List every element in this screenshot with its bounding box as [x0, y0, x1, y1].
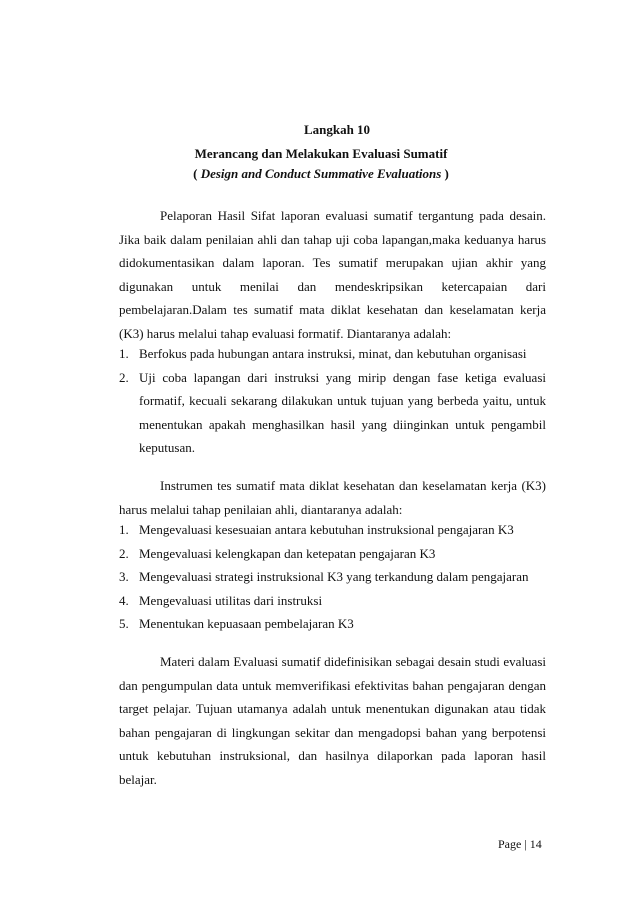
list-item-text: Mengevaluasi utilitas dari instruksi	[139, 592, 323, 608]
list-item-number: 3.	[119, 569, 129, 585]
list-item	[119, 366, 546, 460]
list-item-number: 2.	[119, 545, 129, 561]
chapter-title: Merancang dan Melakukan Evaluasi Sumatif	[194, 146, 448, 161]
list-item-text: Mengevaluasi kesesuaian antara kebutuhan instruksional pengajaran K3	[139, 522, 514, 537]
list-item	[119, 565, 546, 589]
list-item	[119, 542, 546, 566]
list-item-number: 1.	[119, 346, 129, 361]
list-item	[119, 342, 546, 366]
subtitle-close-paren: )	[441, 166, 449, 181]
list-item	[119, 518, 546, 542]
list-item-number: 1.	[119, 522, 129, 537]
list-item-text: Mengevaluasi strategi instruksional K3 yang terkandung dalam pengajaran	[139, 569, 529, 585]
list-item-text: Berfokus pada hubungan antara instruksi, minat, dan kebutuhan organisasi	[139, 346, 527, 361]
expert-review-list	[119, 518, 546, 636]
paragraph-materials: Materi dalam Evaluasi sumatif didefinisikan sebagai desain studi evaluasi dan pengumpulan data untuk memverifikasi efektivitas bahan pengajaran dengan target pelajar. Tujuan utamanya adalah untuk menentukan digunakan atau tidak bahan pengajaran di lingkungan sekitar dan mengadopsi bahan yang berpotensi untuk kebutuhan instruksional, dan hasilnya dilaporkan pada laporan hasil belajar.	[119, 654, 546, 787]
subtitle-open-paren: (	[193, 166, 201, 181]
list-item-text: Mengevaluasi kelengkapan dan ketepatan pengajaran K3	[139, 545, 436, 561]
paragraph-instrument: Instrumen tes sumatif mata diklat kesehatan dan keselamatan kerja (K3) harus melalui tahap penilaian ahli, diantaranya adalah:	[119, 478, 546, 517]
list-item-number: 4.	[119, 592, 129, 608]
subtitle-text: Design and Conduct Summative Evaluations	[200, 166, 442, 181]
paragraph-reporting: Pelaporan Hasil Sifat laporan evaluasi sumatif tergantung pada desain. Jika baik dalam penilaian ahli dan tahap uji coba lapangan,maka keduanya harus didokumentasikan dalam laporan. Tes sumatif merupakan ujian akhir yang digunakan untuk menilai dan mendeskripsikan ketercapaian dari pembelajaran.Dalam tes sumatif mata diklat kesehatan dan keselamatan kerja (K3) harus melalui tahap evaluasi formatif. Diantaranya adalah:	[119, 208, 546, 341]
list-item-text: Uji coba lapangan dari instruksi yang mirip dengan fase ketiga evaluasi formatif, kecuali sekarang dilakukan untuk tujuan yang berbeda yaitu, untuk menentukan apakah menghasilkan hasil yang diinginkan untuk pengambil keputusan.	[139, 369, 546, 456]
chapter-subtitle	[2, 166, 638, 182]
list-item	[119, 589, 546, 613]
list-item-number: 5.	[119, 616, 129, 632]
step-heading: Langkah 10	[303, 122, 371, 137]
list-item	[119, 612, 546, 636]
list-item-number: 2.	[119, 369, 129, 385]
page-number: Page | 14	[498, 837, 542, 851]
list-item-text: Menentukan kepuasaan pembelajaran K3	[139, 616, 354, 632]
formative-steps-list	[119, 342, 546, 460]
